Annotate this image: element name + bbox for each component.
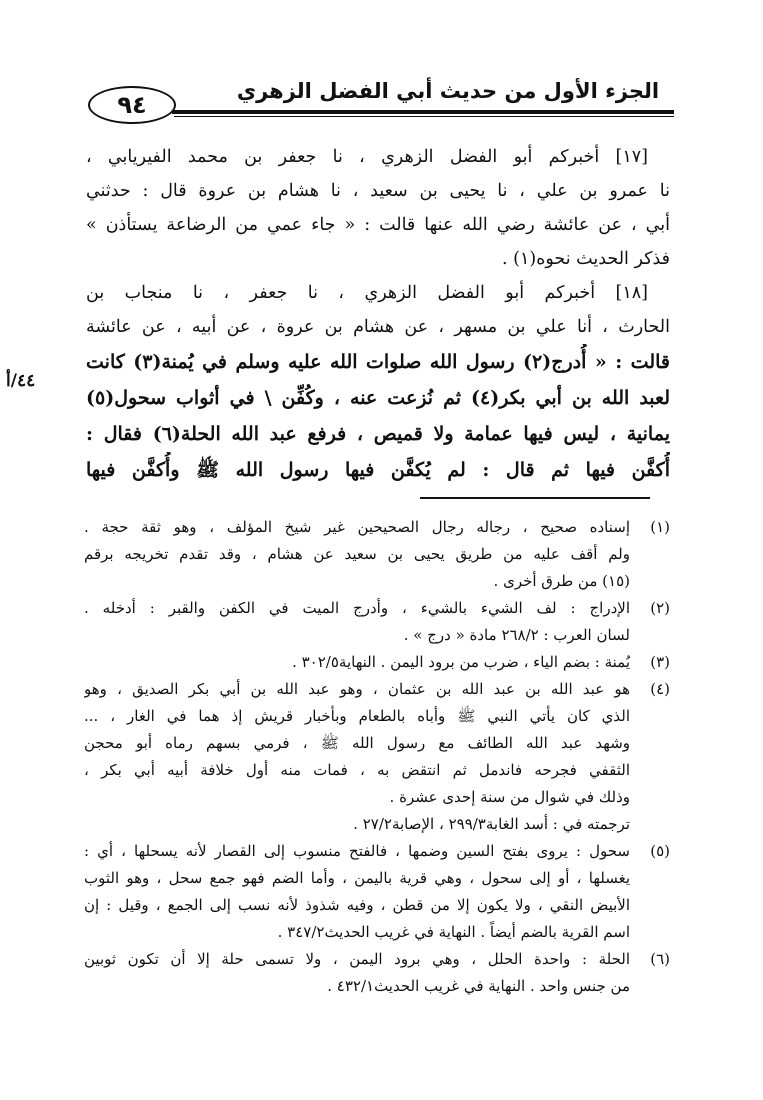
footnote-line: الثقفي فجرحه فاندمل ثم انتقض به ، فمات منه أول خلافة أبيه أبي بكر ، [84, 761, 630, 779]
text-line: [١٨] أخبركم أبو الفضل الزهري ، نا جعفر ، نا منجاب بن [86, 283, 648, 303]
footnote [84, 838, 670, 865]
footnote-text: هو عبد الله بن عبد الله بن عثمان ، وهو عبد الله بن أبي بكر الصديق ، وهو [84, 680, 630, 698]
text-line: لعبد الله بن أبي بكر(٤) ثم نُزعت عنه ، وكُفِّن \ في أثواب سحول(٥) [86, 387, 670, 409]
footnote-line: من جنس واحد . النهاية في غريب الحديث٤٣٢/١ . [327, 977, 630, 995]
footnote-text: سحول : يروى بفتح السين وضمها ، فالفتح منسوب إلى القصار لأنه يسحلها ، أي : [84, 842, 630, 860]
text-line: أُكفَّن فيها ثم قال : لم يُكفَّن فيها رسول الله ﷺ وأُكفَّن فيها [86, 459, 670, 481]
running-title: الجزء الأول من حديث أبي الفضل الزهري [236, 79, 660, 103]
footnote-line: ولم أقف عليه من طريق يحيى بن سعيد عن هشام ، وقد تقدم تخريجه برقم [84, 545, 630, 563]
footnote [84, 676, 670, 703]
text-line: قالت : « أُدرج(٢) رسول الله صلوات الله عليه وسلم في يُمنة(٣) كانت [86, 351, 670, 373]
text-line: أبي ، عن عائشة رضي الله عنها قالت : « جاء عمي من الرضاعة يستأذن » [86, 215, 670, 235]
header-rule-thin [174, 116, 674, 117]
text-line: [١٧] أخبركم أبو الفضل الزهري ، نا جعفر بن محمد الفيريابي ، [86, 147, 648, 167]
footnotes [84, 514, 670, 1000]
footnote-line: الذي كان يأتي النبي ﷺ وأباه بالطعام وبأخبار قريش إذ هما في الغار ، ... [84, 707, 630, 725]
footnote-text: إسناده صحيح ، رجاله رجال الصحيحين غير شيخ المؤلف ، وهو ثقة حجة . [84, 518, 630, 536]
footnote-line: (١٥) من طرق أخرى . [493, 572, 630, 590]
footnote-text: يُمنة : بضم الياء ، ضرب من برود اليمن . النهاية٣٠٢/٥ . [292, 653, 630, 671]
footnote-number: (٣) [650, 653, 670, 671]
footnote-line: يغسلها ، أو إلى سحول ، وهي قرية باليمن ، وأما الضم فهو جمع سحل ، وهو الثوب [84, 869, 630, 887]
footnote-number: (١) [650, 518, 670, 536]
page-header [84, 70, 674, 126]
footnote-number: (٥) [650, 842, 670, 860]
footnote [84, 946, 670, 973]
footnote-number: (٤) [650, 680, 670, 698]
footnote-divider [420, 497, 650, 499]
footnote [84, 595, 670, 622]
header-rule [172, 110, 674, 114]
footnote-line: وذلك في شوال من سنة إحدى عشرة . [389, 788, 630, 806]
footnote-number: (٢) [650, 599, 670, 617]
footnote [84, 514, 670, 541]
page-number: ٩٤ [88, 86, 176, 124]
footnote-line: الأبيض النقي ، ولا يكون إلا من قطن ، وفيه شذوذ لأنه نسب إلى الجمع ، وقيل : إن [84, 896, 630, 914]
footnote-line: وشهد عبد الله الطائف مع رسول الله ﷺ ، فرمي بسهم رماه أبو محجن [84, 734, 630, 752]
text-line: الحارث ، أنا علي بن مسهر ، عن هشام بن عروة ، عن أبيه ، عن عائشة [86, 317, 670, 337]
main-text [86, 140, 670, 488]
text-line: فذكر الحديث نحوه(١) . [502, 249, 670, 269]
footnote-text: الإدراج : لف الشيء بالشيء ، وأدرج الميت في الكفن والقبر : أدخله . [84, 599, 630, 617]
text-line: يمانية ، ليس فيها عمامة ولا قميص ، فرفع عبد الله الحلة(٦) فقال : [86, 423, 670, 445]
footnote-number: (٦) [650, 950, 670, 968]
footnote-text: الحلة : واحدة الحلل ، وهي برود اليمن ، ولا تسمى حلة إلا أن تكون ثوبين [84, 950, 630, 968]
text-line: نا عمرو بن علي ، نا يحيى بن سعيد ، نا هشام بن عروة قال : حدثني [86, 181, 670, 201]
footnote-line: اسم القرية بالضم أيضاً . النهاية في غريب الحديث٣٤٧/٢ . [277, 923, 630, 941]
footnote-line: لسان العرب : ٢٦٨/٢ مادة « درج » . [403, 626, 630, 644]
footnote-line: ترجمته في : أسد الغابة٢٩٩/٣ ، الإصابة٢٧/٢ . [353, 815, 630, 833]
footnote [84, 649, 670, 676]
manuscript-folio-marker: ٤٤/أ [6, 371, 36, 391]
